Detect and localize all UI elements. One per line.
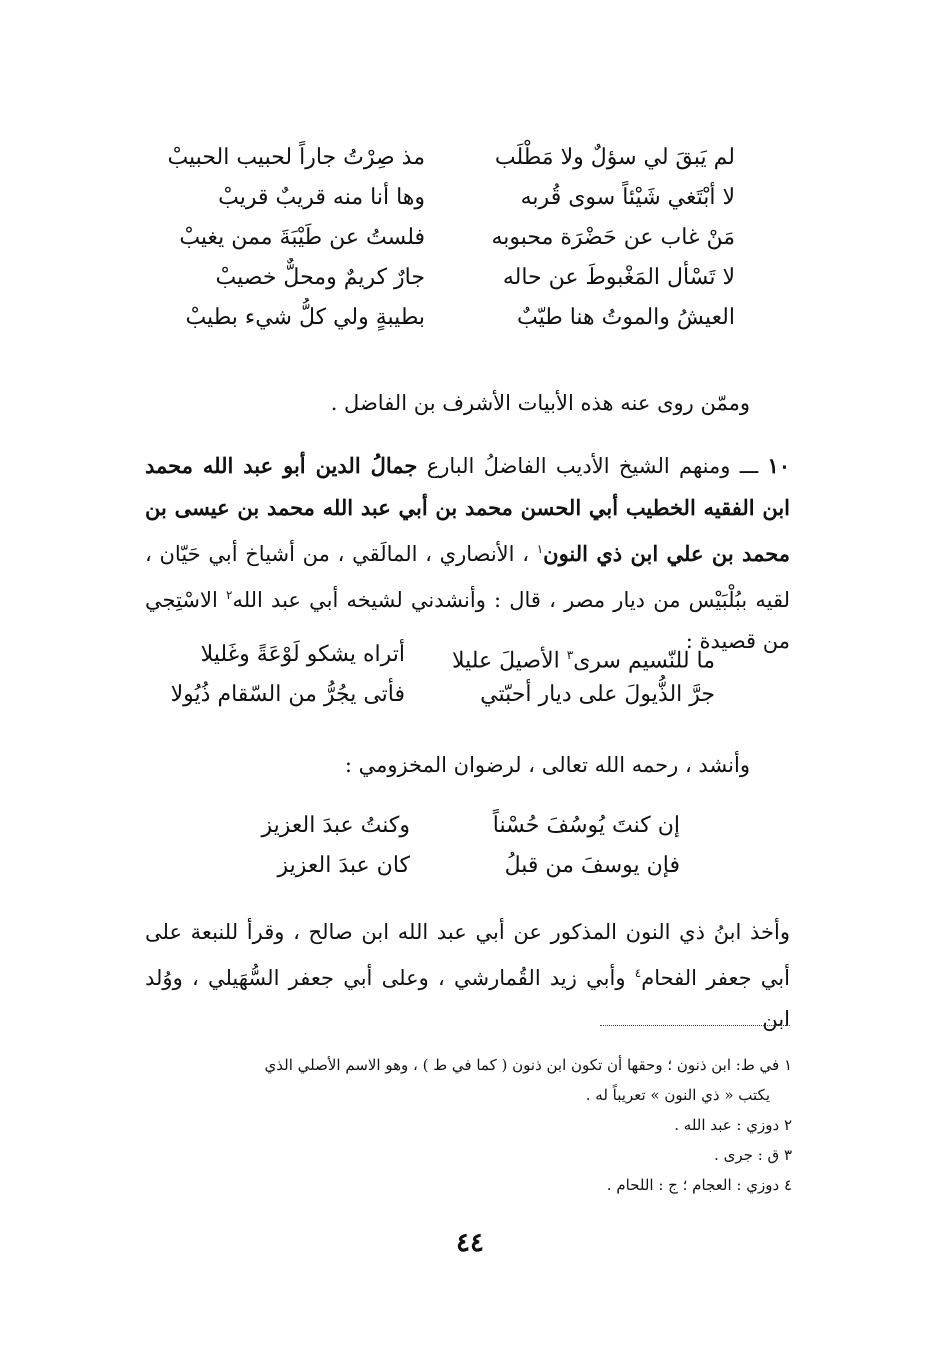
first-hemistich: مَنْ غاب عن حَضْرَة محبوبه	[491, 225, 735, 250]
paragraph-text: وأنشد ، رحمه الله تعالى ، لرضوان المخزومي :	[344, 753, 750, 777]
verse	[145, 138, 735, 178]
footnote-ref: ٢	[225, 588, 233, 602]
poem-block-1	[145, 138, 735, 338]
footnote-divider	[600, 1025, 790, 1026]
page-number: ٤٤	[456, 1228, 484, 1258]
second-hemistich: كان عبدَ العزيز	[277, 853, 410, 878]
verse	[145, 298, 735, 338]
second-hemistich: فلستُ عن طَيْبَةَ ممن يغيبْ	[179, 225, 425, 250]
paragraph-text: وممّن روى عنه هذه الأبيات الأشرف بن الفاضل .	[330, 391, 750, 415]
footnote-1: ١ في ط: ابن ذنون ؛ وحقها أن تكون ابن ذنون ( كما في ط ) ، وهو الاسم الأصلي الذي	[264, 1056, 792, 1074]
entry-text: الاسْتِجي من قصيدة :	[145, 588, 790, 653]
second-hemistich: بطيبةٍ ولي كلُّ شيء بطيبْ	[185, 305, 425, 330]
second-hemistich: جارٌ كريمٌ ومحلٌّ خصيبْ	[215, 265, 425, 290]
paragraph-teachers	[145, 912, 790, 1040]
footnote-ref: ٤	[634, 966, 642, 980]
entry-text: ، الأنصاري ، المالَقي ، من أشياخ أبي حَيّان ، لقيه ببُلْبَيْس من ديار مصر ، قال : وأنشدني لشيخه أبي عبد الله	[145, 542, 790, 612]
second-hemistich: مذ صِرْتُ جاراً لحبيب الحبيبْ	[167, 145, 425, 170]
footnote-1-continuation: يكتب « ذي النون » تعريباً له .	[585, 1086, 770, 1104]
entry-intro: ومنهم الشيخ الأديب الفاضلُ البارع	[426, 454, 731, 478]
first-hemistich: لا تَسْأل المَغْبوطَ عن حاله	[502, 265, 735, 290]
entry-dash: ـــ	[730, 454, 768, 478]
paragraph-text	[145, 445, 790, 662]
verse	[155, 635, 715, 675]
verse	[145, 178, 735, 218]
paragraph-biography	[145, 445, 790, 662]
verse	[200, 846, 680, 886]
paragraph-recitation	[150, 745, 750, 786]
second-hemistich: أتراه يشكو لَوْعَةً وغَليلا	[200, 642, 405, 667]
first-hemistich	[420, 635, 715, 675]
footnotes	[152, 1050, 792, 1200]
subject-name: جمالُ الدين أبو عبد الله محمد ابن الفقيه الخطيب أبي الحسن محمد بن أبي عبد الله محمد بن عيسى بن محمد بن علي ابن ذي النون	[145, 453, 790, 566]
verse	[145, 218, 735, 258]
hemistich-text: ما للنّسيم سرى	[573, 648, 715, 674]
first-hemistich: لا أبْتَغي شَيْئاً سوى قُربه	[520, 185, 735, 210]
footnote-ref: ٣	[566, 648, 574, 662]
first-hemistich: لم يَبقَ لي سؤلٌ ولا مَطْلَب	[494, 145, 735, 170]
first-hemistich: فإن يوسفَ من قبلُ	[504, 853, 680, 878]
paragraph-segment: وأبي زيد القُمارشي ، وعلى أبي جعفر السُّهَيلي ، ووُلد ابن	[145, 966, 790, 1031]
paragraph-text	[145, 912, 790, 1040]
entry-number: ١٠	[767, 453, 791, 478]
poem-block-2	[155, 635, 715, 715]
verse	[145, 258, 735, 298]
second-hemistich: وكنتُ عبدَ العزيز	[261, 813, 410, 838]
first-hemistich: إن كنتَ يُوسُفَ حُسْناً	[492, 813, 680, 838]
footnote-3: ٣ ق : جرى .	[714, 1146, 792, 1164]
second-hemistich: فأتى يجُرُّ من السّقام ذُيُولا	[170, 682, 405, 707]
hemistich-text: الأصيلَ عليلا	[451, 648, 560, 674]
first-hemistich: جرَّ الذُّيولَ على ديار أحبّتي	[480, 682, 715, 707]
footnote-4: ٤ دوزي : العجام ؛ ج : اللحام .	[606, 1176, 792, 1194]
poem-block-3	[200, 806, 680, 886]
paragraph-segment: وأخذ ابنُ ذي النون المذكور عن أبي عبد الله ابن صالح ، وقرأ للنبعة على أبي جعفر الفحام	[145, 920, 790, 990]
verse	[155, 675, 715, 715]
first-hemistich: العيشُ والموتُ هنا طيّبٌ	[516, 305, 735, 330]
verse	[200, 806, 680, 846]
footnote-2: ٢ دوزي : عبد الله .	[674, 1116, 792, 1134]
footnote-ref: ١	[536, 542, 544, 556]
paragraph-transmission	[150, 383, 750, 424]
second-hemistich: وها أنا منه قريبٌ قريبْ	[218, 185, 425, 210]
